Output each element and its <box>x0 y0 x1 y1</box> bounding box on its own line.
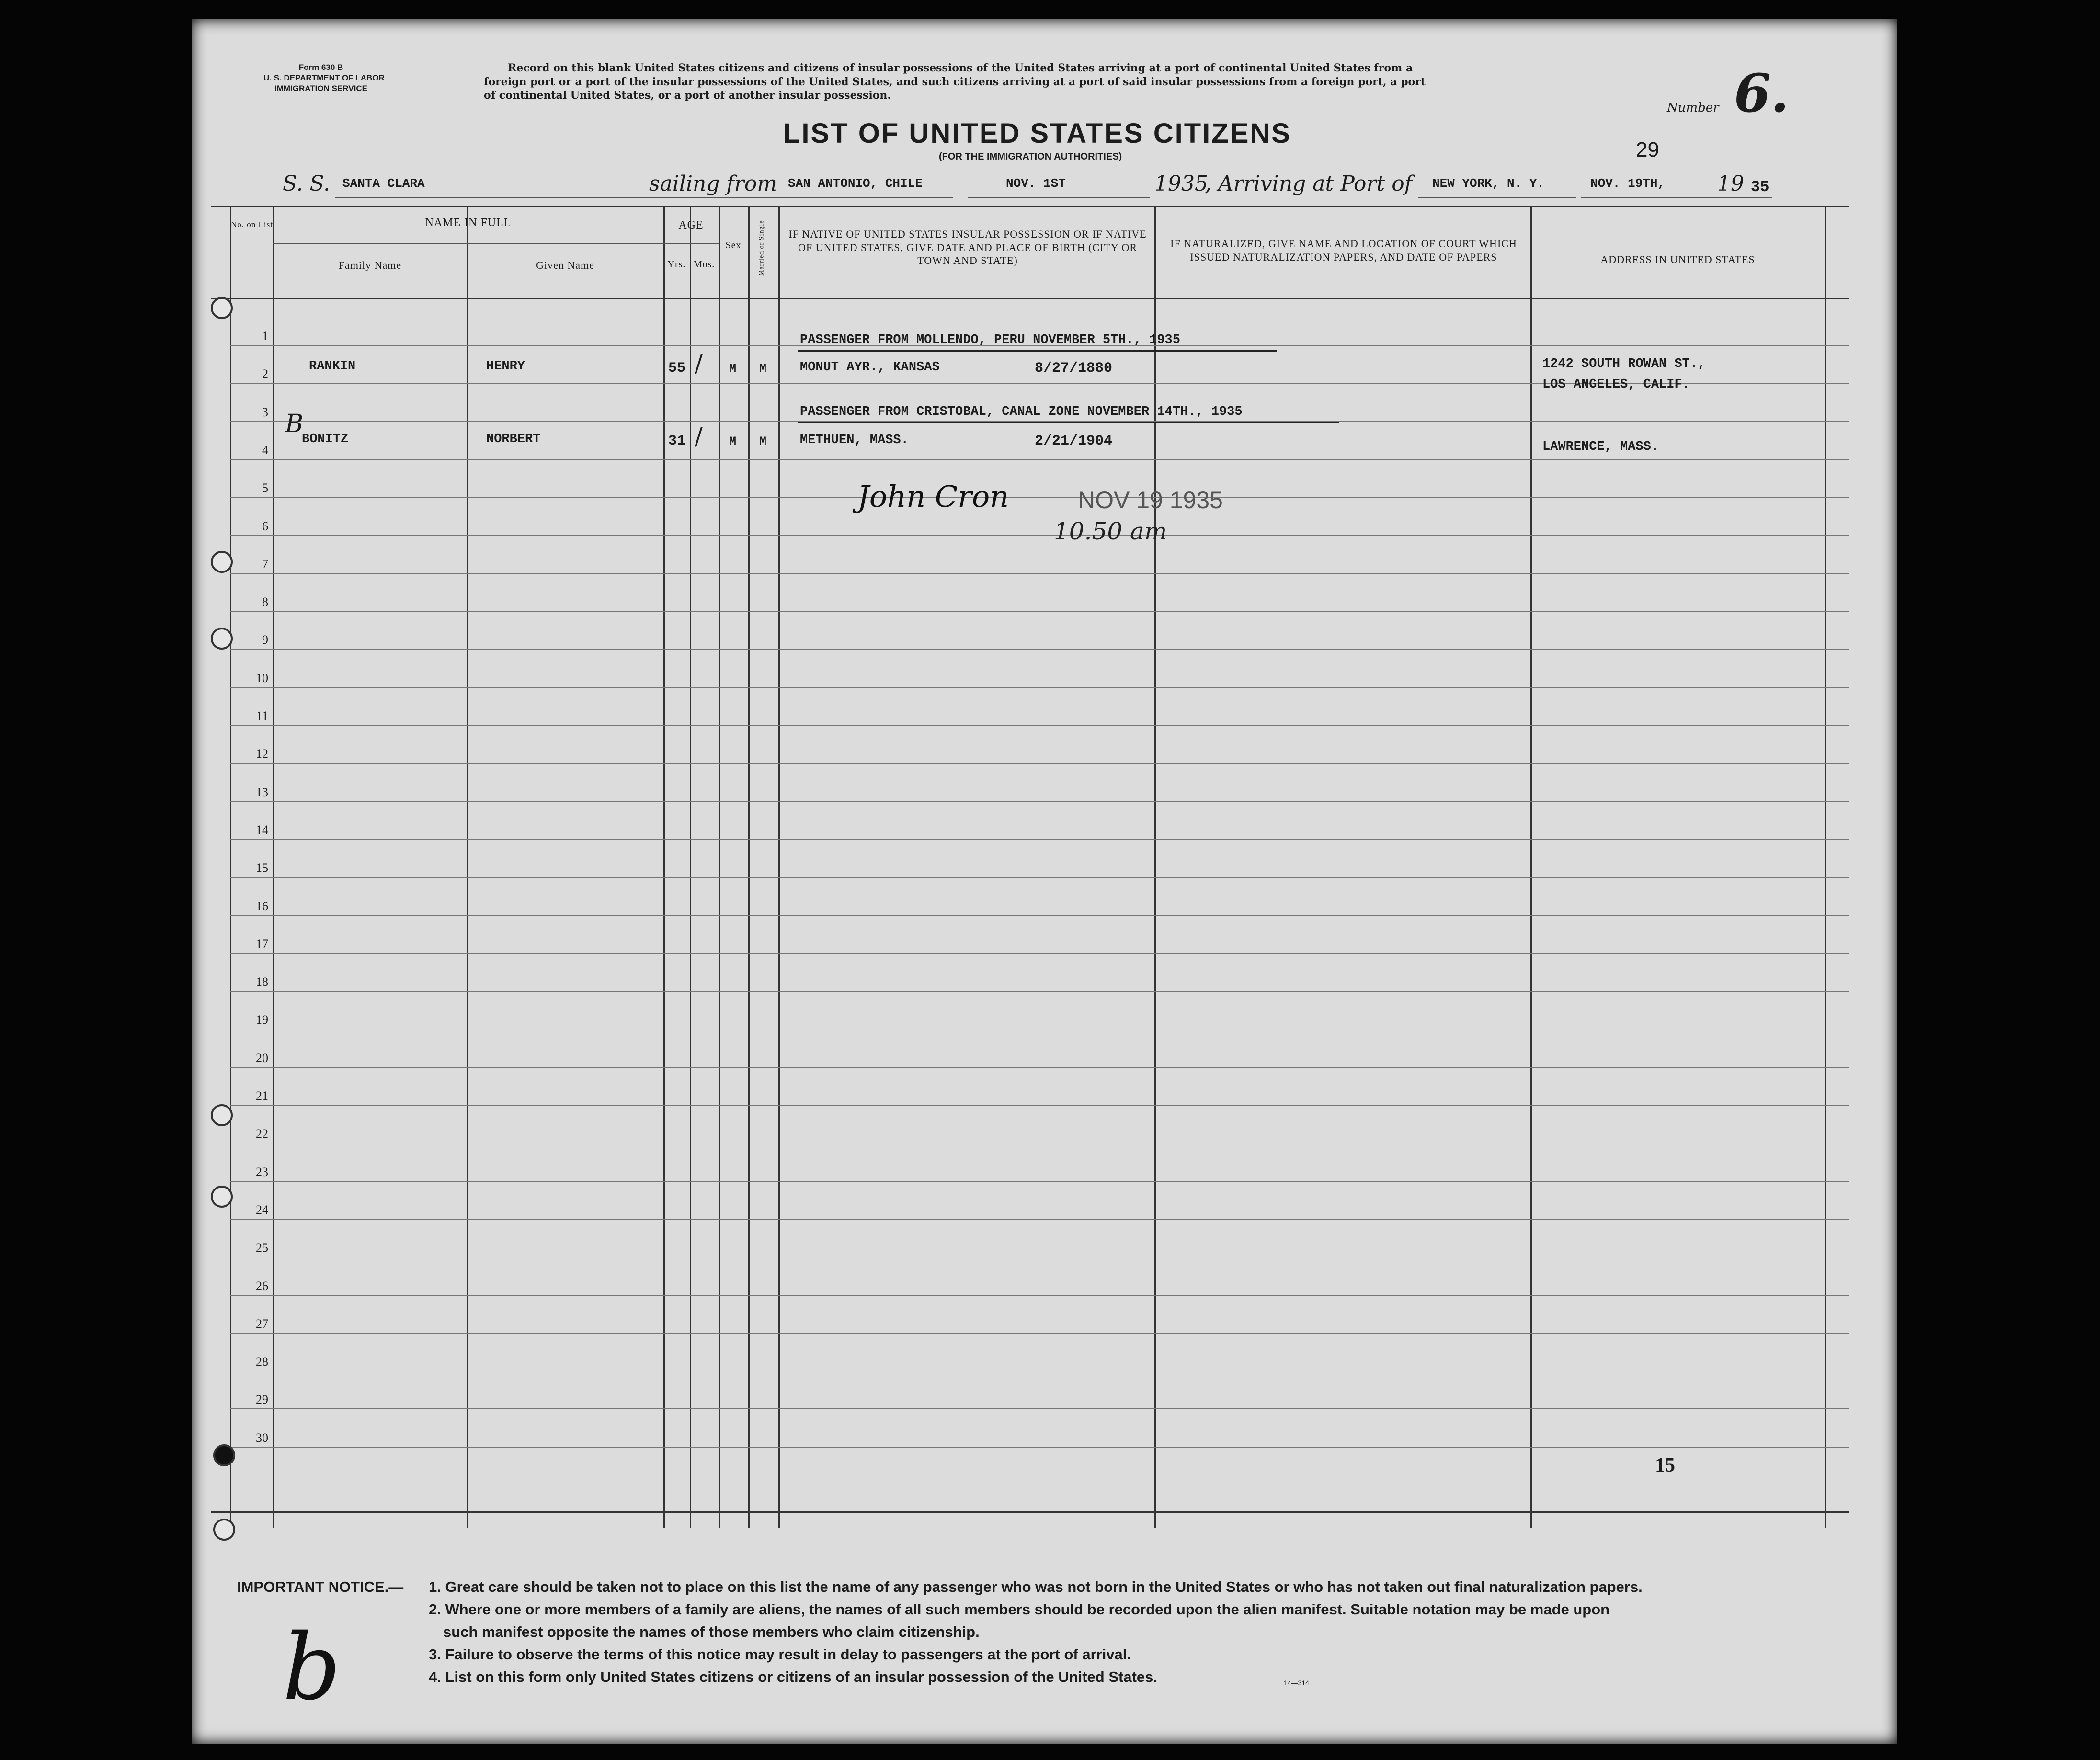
instruction-line-1: Record on this blank United States citizens and citizens of insular possessions of the United States arriving at a port of continental United States from a <box>508 62 1413 74</box>
row-number: 9 <box>262 633 268 647</box>
family-name-2: BONITZ <box>302 432 349 446</box>
number-label: Number <box>1667 101 1719 115</box>
row-line <box>230 573 1849 574</box>
row-line <box>230 915 1849 916</box>
row-number: 26 <box>256 1279 268 1293</box>
family-name-1: RANKIN <box>309 359 356 374</box>
depart-date: NOV. 1ST <box>1006 176 1066 191</box>
instruction-line-2: foreign port or a port of the insular possessions of the United States, and such citizens arriving at a port of said insular possessions from a foreign port, a port <box>484 75 1426 88</box>
sailing-label: sailing from <box>649 171 777 196</box>
notice-item-4: 4. List on this form only United States citizens or citizens of an insular possession of the United States. <box>429 1669 1157 1685</box>
page-subtitle: (FOR THE IMMIGRATION AUTHORITIES) <box>939 151 1122 162</box>
row-number: 27 <box>256 1316 268 1331</box>
row-number: 15 <box>256 861 268 875</box>
arrive-year-prefix: 19 <box>1717 171 1744 196</box>
row-number: 22 <box>256 1127 268 1141</box>
binder-hole-icon <box>213 1444 235 1466</box>
address-1-line-2: LOS ANGELES, CALIF. <box>1542 377 1690 392</box>
sex-2: M <box>729 434 737 448</box>
row-number: 3 <box>262 405 268 419</box>
page-count: 15 <box>1655 1454 1675 1476</box>
age-yrs-1: 55 <box>668 360 686 377</box>
row-number: 24 <box>256 1202 268 1217</box>
form-info <box>263 62 385 94</box>
stamp-time: 10.50 am <box>1054 517 1167 545</box>
row-number: 25 <box>256 1241 268 1255</box>
passenger-note-2: PASSENGER FROM CRISTOBAL, CANAL ZONE NOVEMBER 14TH., 1935 <box>800 405 1243 419</box>
row-number: 8 <box>262 595 268 609</box>
birth-place-2: METHUEN, MASS. <box>800 433 909 447</box>
age-yrs-2: 31 <box>668 433 686 449</box>
row-number: 1 <box>262 329 268 343</box>
from-port: SAN ANTONIO, CHILE <box>788 176 923 191</box>
row-number: 17 <box>256 937 268 951</box>
notice-item-2a: 2. Where one or more members of a family are aliens, the names of all such members should be recorded upon the alien manifest. Suitable notation may be made upon <box>429 1601 1610 1618</box>
row-line <box>230 535 1849 536</box>
row-number: 6 <box>262 519 268 533</box>
row-number: 13 <box>256 785 268 799</box>
row-line <box>230 725 1849 726</box>
row-number: 29 <box>256 1393 268 1407</box>
handwritten-mark: b <box>283 1614 341 1720</box>
header-sex: Sex <box>725 240 742 251</box>
row-number: 14 <box>256 823 268 837</box>
arrive-port: NEW YORK, N. Y. <box>1432 176 1545 191</box>
row-line <box>230 1105 1849 1106</box>
row-number: 2 <box>262 367 268 381</box>
row-number: 16 <box>256 899 268 913</box>
given-name-1: HENRY <box>486 359 525 374</box>
binder-hole-icon <box>211 551 233 573</box>
row-line <box>230 953 1849 954</box>
row-line <box>230 459 1849 460</box>
department: U. S. DEPARTMENT OF LABOR <box>263 73 385 83</box>
binder-hole-icon <box>211 628 233 650</box>
sex-1: M <box>729 362 737 376</box>
header-address: ADDRESS IN UNITED STATES <box>1600 253 1755 265</box>
header-no-on-list: No. on List <box>231 220 273 229</box>
age-mos-1: / <box>695 350 703 377</box>
row-number: 28 <box>256 1355 268 1369</box>
row-line <box>230 1408 1849 1409</box>
document-page <box>192 19 1897 1744</box>
row-number: 23 <box>256 1165 268 1179</box>
row-number: 7 <box>262 557 268 571</box>
row-number: 20 <box>256 1051 268 1065</box>
page-title: LIST OF UNITED STATES CITIZENS <box>783 118 1291 149</box>
row-number: 12 <box>256 747 268 761</box>
arrive-date: NOV. 19TH, <box>1590 176 1666 191</box>
depart-year: 1935 <box>1154 171 1208 196</box>
given-name-2: NORBERT <box>486 432 541 446</box>
birth-date-1: 8/27/1880 <box>1035 360 1113 377</box>
row-line <box>230 1067 1849 1068</box>
row-number: 10 <box>256 671 268 685</box>
header-given-name: Given Name <box>536 259 594 271</box>
form-number: Form 630 B <box>298 63 343 72</box>
header-name-in-full: NAME IN FULL <box>425 217 512 229</box>
row-number: 18 <box>256 975 268 989</box>
row-line <box>230 763 1849 764</box>
row-number: 4 <box>262 443 268 457</box>
ss-label: S. S. <box>283 171 331 196</box>
marital-1: M <box>759 362 767 376</box>
ship-name: SANTA CLARA <box>342 176 425 191</box>
header-yrs: Yrs. <box>667 259 686 270</box>
row-line <box>230 649 1849 650</box>
row-line <box>230 801 1849 802</box>
page-number: 29 <box>1636 138 1659 161</box>
row-number: 30 <box>256 1430 268 1445</box>
header-family-name: Family Name <box>338 259 402 271</box>
row-line <box>230 1219 1849 1220</box>
row-number: 5 <box>262 481 268 495</box>
birth-date-2: 2/21/1904 <box>1035 433 1113 449</box>
row-number: 19 <box>256 1013 268 1027</box>
instructions <box>484 61 1426 103</box>
notice-heading: IMPORTANT NOTICE.— <box>237 1578 404 1595</box>
row-line <box>230 1295 1849 1296</box>
notice-item-1: 1. Great care should be taken not to place on this list the name of any passenger who was not born in the United States or who has not taken out final naturalization papers. <box>429 1578 1643 1595</box>
marital-2: M <box>759 434 767 448</box>
header-married-single: Married or Single <box>758 220 765 276</box>
print-code: 14—314 <box>1284 1679 1309 1687</box>
instruction-line-3: of continental United States, or a port of another insular possession. <box>484 89 891 102</box>
arrive-year-suffix: 35 <box>1751 178 1769 196</box>
row-number: 11 <box>256 709 268 723</box>
row-line <box>230 687 1849 688</box>
number-value: 6. <box>1734 62 1789 124</box>
notice-item-2b: such manifest opposite the names of those members who claim citizenship. <box>443 1623 980 1640</box>
service: IMMIGRATION SERVICE <box>274 84 367 93</box>
notice-item-3: 3. Failure to observe the terms of this notice may result in delay to passengers at the port of arrival. <box>429 1646 1131 1663</box>
address-2-line-1: LAWRENCE, MASS. <box>1542 440 1659 454</box>
age-mos-2: / <box>695 423 703 450</box>
row-number: 21 <box>256 1089 268 1103</box>
binder-hole-icon <box>211 297 233 319</box>
row-line <box>230 877 1849 878</box>
family-name-mark-2: B <box>285 410 304 438</box>
passenger-note-1: PASSENGER FROM MOLLENDO, PERU NOVEMBER 5TH., 1935 <box>800 333 1180 347</box>
stamp-date: NOV 19 1935 <box>1078 487 1223 514</box>
address-1-line-1: 1242 SOUTH ROWAN ST., <box>1542 357 1706 371</box>
header-birth: IF NATIVE OF UNITED STATES INSULAR POSSESSION OR IF NATIVE OF UNITED STATES, GIVE DATE AND PLACE OF BIRTH (CITY OR TOWN AND STATE) <box>788 228 1147 266</box>
birth-place-1: MONUT AYR., KANSAS <box>800 360 940 375</box>
header-mos: Mos. <box>693 259 715 270</box>
row-line <box>230 1333 1849 1334</box>
binder-hole-icon <box>211 1104 233 1126</box>
header-age: AGE <box>678 219 704 231</box>
row-line <box>230 497 1849 498</box>
arriving-label: , Arriving at Port of <box>1205 171 1412 196</box>
row-line <box>230 839 1849 840</box>
inspector-signature: John Cron <box>857 479 1009 514</box>
row-line <box>230 611 1849 612</box>
header-naturalized: IF NATURALIZED, GIVE NAME AND LOCATION OF COURT WHICH ISSUED NATURALIZATION PAPERS, AND DATE OF PAPERS <box>1170 238 1517 263</box>
row-line <box>230 1181 1849 1182</box>
binder-hole-icon <box>213 1519 235 1541</box>
row-line <box>230 1447 1849 1448</box>
binder-hole-icon <box>211 1186 233 1208</box>
row-line <box>230 991 1849 992</box>
